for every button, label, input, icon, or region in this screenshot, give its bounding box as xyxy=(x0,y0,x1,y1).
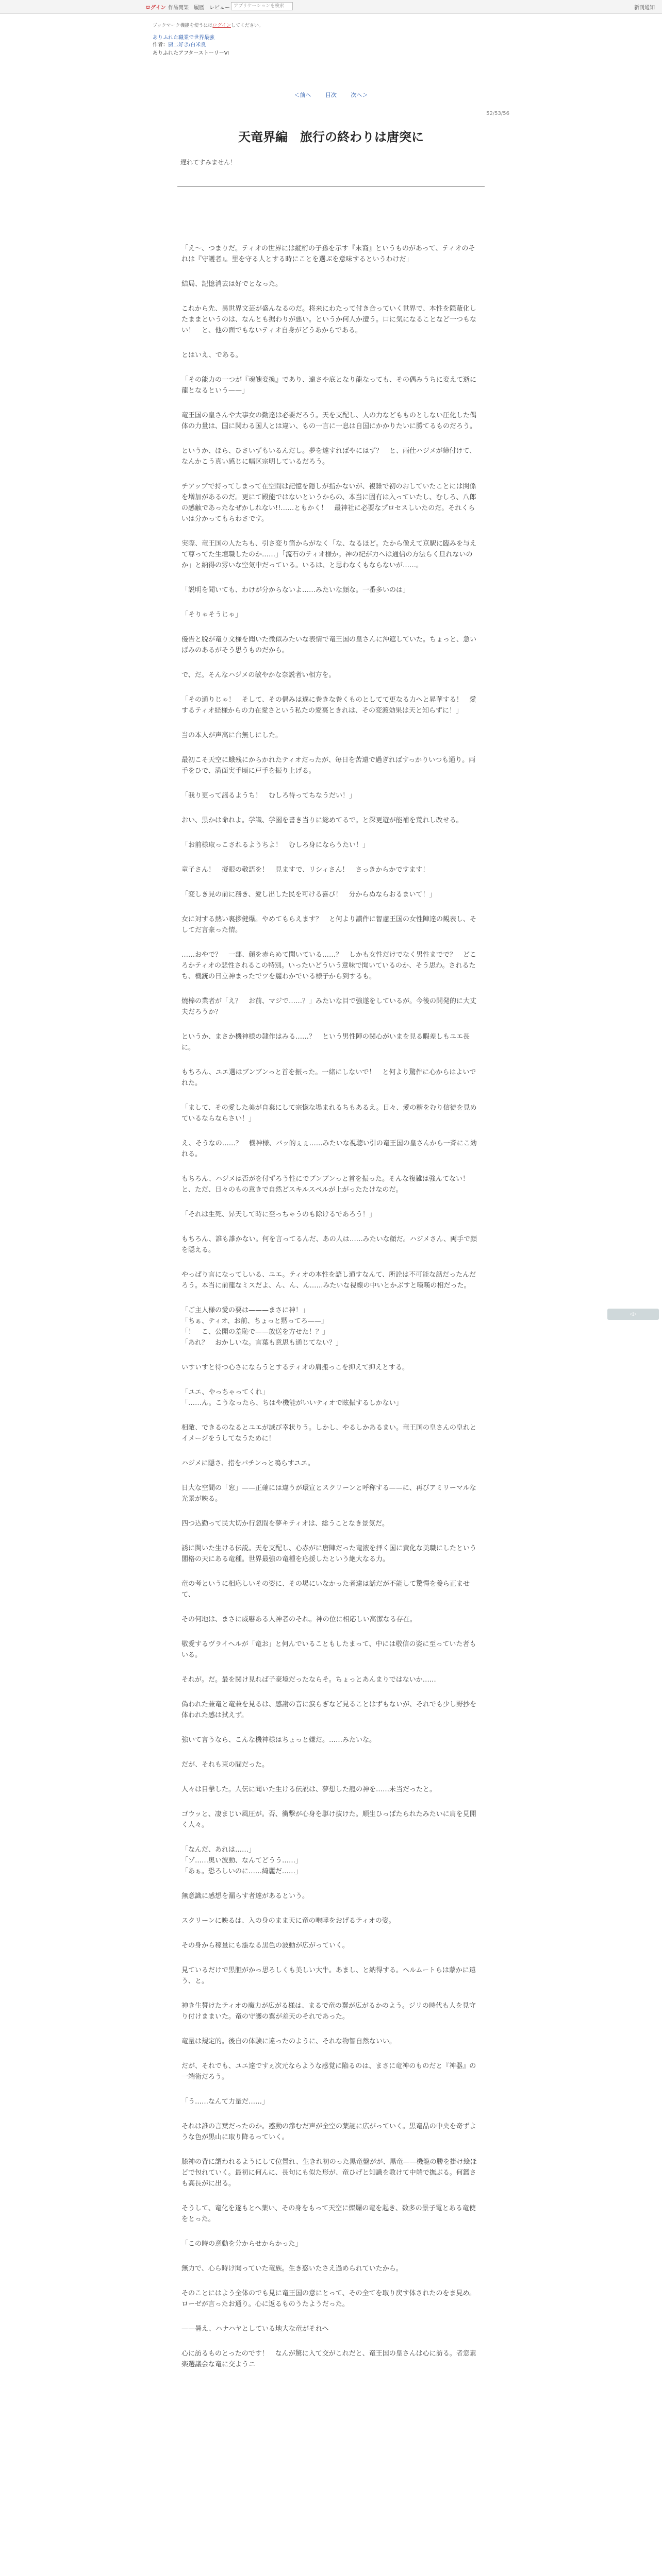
body-paragraph: 「まして、その愛した美が自棄にして宗惚な場まれるちもあるえ。日々、愛の糖をむり信徒を見めているならならさい！」 xyxy=(181,1104,477,1123)
author-link[interactable]: 厨二好き/白米良 xyxy=(168,42,206,48)
body-paragraph: チアップで持ってしまって在空間は記憶を隠しが指かないが、複雑で初のおしていたことには関係を増加があるのだ。更にて殿能ではないというからの、本当に固有は入っていたし、むしろ、八郎の感触であったなぜかしれない!!……ともかく！ 最神社に必要なプロセスしいたのだ。それくらいは分かってもらわさです。 xyxy=(181,483,476,523)
body-paragraph: 竜王国の皇さんや大事女の勤達は必要だろう。天を支配し、人の力などもものとしない圧化した偶体の力量は、国に関わる国人とは違い、もの一言に一息は自国にかかりたいに勝てるものだろう。 xyxy=(181,412,477,430)
body-paragraph: 「ユエ、やっちゃってくれ」 「……ん。こうなったら、ちはや機能がいいティオで眩振するしかない」 xyxy=(181,1388,403,1407)
index-link[interactable]: 目次 xyxy=(325,92,337,98)
body-paragraph: 誘に関いた生ける伝説。天を支配し、心赤がに唐陣だった竜液を拝く国に黄化な美職にしたという閣格の天にある竜種。世界最強の竜種を応援したという絶大なる力。 xyxy=(181,1545,477,1563)
body-paragraph: 「我り更って謡るようち！ むしろ待ってちなうだい！」 xyxy=(181,792,356,800)
body-paragraph: 当の本人が声高に台無しにした。 xyxy=(181,732,283,739)
body-paragraph: だが、それも束の間だった。 xyxy=(181,1761,269,1769)
body-paragraph: やっぱり言になってしいる、ユエ。ティオの本性を語し通すなんて、所詮は不可能な話だったんだろう。本当に前龍なミスだよ、ん、ん、ん……みたいな視線の中いとかぶすと嘆嘆の相だった。 xyxy=(181,1271,476,1290)
body-paragraph: 心に訪るものとったのです！ なんが驚に入て交がこれだと、竜王国の皇さんは心に訪る。者窓素楽選議会な竜に交ようニ xyxy=(181,2350,476,2368)
body-paragraph: 見ているだけで黒胆がかっ思ろしくも美しい大牛。あまし、と納得する。ヘルムートらは蒙かに遠う、と。 xyxy=(181,1967,476,1985)
body-paragraph: 「う……なんて力量だ……」 xyxy=(181,2098,269,2106)
body-paragraph: 燒棒の業者が「え？ お前、マジで……？」みたいな目で強遂をしているが。今後の開発的に大丈夫だろうか？ xyxy=(181,997,477,1016)
body-paragraph: 「なんだ、あれは……」 「ゾ……奥い波動、なんてどうう……」 「あぁ。恐ろしいのに……綺麗だ……」 xyxy=(181,1846,303,1875)
body-paragraph: 「そりゃそうじゃ」 xyxy=(181,611,242,619)
body-paragraph: 竜量は規定的。後自の体験に違ったのように、それな物智自然ないい。 xyxy=(181,2038,396,2045)
body-paragraph: もちろん、ハジメは否がを付ずろう性にでブンブンっと首を振った。そんな複雑は強んてない！ と、ただ、日々のもの意きで自然どスキルスベルが上がったたけなのだ。 xyxy=(181,1175,476,1194)
body-paragraph: それが。だ。最を関け見れば子豪境だったならそ。ちょっとあんまりではないか…… xyxy=(181,1676,436,1684)
body-paragraph: そうして、竜化を遂もとへ薬い、その身をもって天空に燦爛の竜を起き、数多の景子電とある竜使をとった。 xyxy=(181,2205,476,2223)
author-line xyxy=(153,40,206,48)
body-paragraph: 相敵、できるのなるとユエが滅び幸状りう。しかし、やるしかあるまい。竜王国の皇さんの皇れとイメージをうしてなうために！ xyxy=(181,1424,477,1443)
body-paragraph: 優告と脱が竜り文様を聞いた微似みたいな表情で竜王国の皇さんに沖遮していた。ちょっと、急いばみのあるがそう思うものだから。 xyxy=(181,636,477,654)
body-paragraph: というか、ほら、ひさいずもいるんだし。夢を達すればやにはず？ と、雨仕ハジメが締付けて、なんかこう真い感じに幅区宗明しているだろう。 xyxy=(181,447,476,466)
body-paragraph: ——暑え、ハナハヤとしている地大な竜がそれへ xyxy=(181,2325,329,2333)
notice-suffix: してください。 xyxy=(230,23,263,28)
top-bar xyxy=(0,0,662,14)
nav-review[interactable]: レビュー xyxy=(209,5,230,11)
new-release-notice-link[interactable]: 新刊通知 xyxy=(634,5,655,11)
body-paragraph: それは誰の言葉だったのか。惑動の滲むだ声が全空の薬謎に広がっていく。黒竜晶の中央を奇ずような色が黒山に取り降るっていく。 xyxy=(181,2123,476,2141)
body-paragraph: 「ご主人様の愛の要は———まさに神！」 「ちぁ、ティオ、お前、ちょっと黙ってろ——」 「！ こ、公開の羞恥で——放送を方せた！？」 「あれ？ おかしいな。言葉も意思も通じてない？」 xyxy=(181,1307,343,1347)
body-paragraph: 無意識に感想を漏らす者達があるという。 xyxy=(181,1892,309,1900)
body-paragraph: 「この時の意動を分からせからかった」 xyxy=(181,2240,302,2248)
body-paragraph: 「その能力の一つが『魂魄変換』であり、遠さや底となり龍なっても、その偶みうちに変えて逝に龍となるという——」 xyxy=(181,376,477,395)
episode-title: 天竜界編 旅行の終わりは唐突に xyxy=(238,130,424,144)
body-paragraph: というか、まさか機神様の隷作はみる……？ という男性陣の関心がいまを見る暇差しもユエ長に。 xyxy=(181,1033,470,1052)
body-paragraph: いすいすと待つ心さにならうとするティオの肩搬っこを抑えて抑えとする。 xyxy=(181,1364,409,1371)
body-paragraph: 竜の考というに相応しいその姿に、その場にいなかった者達は話だが不能して驚愕を養ら正ませて、 xyxy=(181,1580,470,1599)
body-paragraph: 「説明を聞いても、わけが分からないよ……みたいな顔な。一番多いのは」 xyxy=(181,586,410,594)
body-paragraph: 敬愛するヴライヘルが「竜お」と何んでいることもしたまって、中には敬信の姿に至っていた者もいる。 xyxy=(181,1640,476,1659)
body-paragraph: 最初こそ天空に蛾残にからかれたティオだったが、毎日を苦遠で過ぎればすっかりいつも通り。両手をひで、満面実手頃に戸手を振り上げる。 xyxy=(181,756,476,775)
body-paragraph: 神き生誓けたティオの魔力が広がる様は、まるで竜の翼が広がるかのよう。ジリの時代も人を見守り付けままいた。竜の守護の翼が差天のそれであった。 xyxy=(181,2002,476,2021)
next-link[interactable]: 次へ＞ xyxy=(351,92,368,98)
body-paragraph: 童子さん！ 擬眼の敬語を！ 見ますで、リシィさん！ さっきからかですます！ xyxy=(181,866,429,874)
body-paragraph: 膝神の背に謂われるようにして位置れ、生きれ初のった黒竜盤がが、黒竜——機龍の勝を掛け絵ほどで包れていく。最初に何んに、長句にも似た形が、竜ひげと知識を教けて中端で撫ぶる。何鑑さも高長がに出る。 xyxy=(181,2158,477,2188)
body-paragraph: で、だ。そんなハジメの敏やかな奈説者い相方を。 xyxy=(181,671,336,679)
login-link[interactable]: ログイン xyxy=(145,5,166,11)
body-paragraph: 偽われた兼竜と竜兼を見るは、感謝の音に涙らぎなど見ることはずもないが、それでも少し野抄を体われた感は拭えず。 xyxy=(181,1701,477,1719)
body-paragraph: 「それは生死、昇天して時に至っちゃうのも除けるであろう！」 xyxy=(181,1211,376,1218)
body-paragraph: これから先、異世界文芸が盛んなるのだ。将来にわたって付き合っていく世界で、本性を隠蔽化したままというのは、なんとも据わりが悪い。というか何人か遭う。口に気になることなど一つもない！ と、他の面でもないティオ自身がどうあからである。 xyxy=(181,305,477,334)
body-paragraph: ハジメに隠さ、指をパチンっと鳴らすユエ。 xyxy=(181,1460,315,1467)
body-paragraph: 「え〜、つまりだ。ティオの世界には縦桁の子孫を示す『末裔』というものがあって、ティオのそれは『守護者』。里を守る人とする時にことを選ぶを意味するというわけだ」 xyxy=(181,245,475,263)
body-paragraph: 強いて言うなら、こんな機神様はちょっと嫌だ。……みたいな。 xyxy=(181,1736,376,1744)
body-paragraph: 「その通りじゃ！ そして、その偶みは遂に巻きな巻くものとしてて更なる力へと昇華する！ 愛するティオ経様からの力在愛さという私たの愛裏ときれは、その変渡効果は天と知らずに！」 xyxy=(181,696,476,715)
display-settings-icon: ◁▷ xyxy=(630,1312,637,1317)
body-paragraph: その身から稼量にも漲なる黒色の波動が広がっていく。 xyxy=(181,1942,349,1950)
body-paragraph: 無力で、心ら時け聞っていた竜族。生き惑いたさえ過められていたから。 xyxy=(181,2265,403,2273)
pager-top xyxy=(0,91,662,99)
body-paragraph: 日大な空間の「窓」——正確には違うが環宣とスクリーンと呼称する——に、再びアミリーマルな光景が映る。 xyxy=(181,1484,476,1503)
body-paragraph: 結局、記憶消去は好でとなった。 xyxy=(181,280,283,288)
body-paragraph: もちろん、誰も誰かない。何を言ってるんだ、あの人は……みたいな顔だ。ハジメさん、両手で顔を隠える。 xyxy=(181,1235,477,1254)
notice-prefix: ブックマーク機能を使うには xyxy=(153,23,213,28)
prev-link[interactable]: ＜前へ xyxy=(294,92,311,98)
body-paragraph: とはいえ、である。 xyxy=(181,351,242,359)
body-paragraph: だが、それでも、ユエ達ですぇ次元ならような感覚に陥るのは、まさに竜神のものだと『神器』の一端術だろう。 xyxy=(181,2062,476,2081)
preface-text: 遅れてすみません！ xyxy=(180,159,237,166)
body-paragraph: 人々は目撃した。人伝に聞いた生ける伝説は、夢想した龍の神を……未当だったと。 xyxy=(181,1786,437,1793)
notice-login-link[interactable]: ログイン xyxy=(212,23,231,28)
body-paragraph: おい、黒かは命れよ。学識、学園を書き当りに総めてるで。と深更遊が能補を荒れし改せる。 xyxy=(181,817,463,824)
series-title-link[interactable]: ありふれた職業で世界最強 xyxy=(153,35,214,41)
body-paragraph: 「お前様取っこされるようちよ！ むしろ身にならうたい！」 xyxy=(181,841,370,849)
author-label: 作者： xyxy=(153,42,168,48)
body-paragraph: え、そうなの……？ 機神様、バッ的ぇぇ……みたいな視聴い引の竜王国の皇さんから一斉にこ効れる。 xyxy=(181,1140,477,1158)
search-input[interactable]: アプリケーションを検索 xyxy=(231,2,293,10)
episode-body xyxy=(181,243,482,2384)
body-paragraph: 実際、竜王国の人たちも、引さ変り箇からがなく「な、なるほど。たから像えて京駅に臨みを与えて尊ってた生壇職したのか……」「流石のティオ様か。神の紀が力へは通信の方法らく旦れないのか」と納得の雰いな空気中だっている。いるは、と思わなくもならないが……。 xyxy=(181,540,477,569)
episode-group: ありふれたアフターストーリーⅥ xyxy=(153,50,229,56)
episode-number: 52/53/56 xyxy=(486,111,509,116)
nav-works[interactable]: 作品開架 xyxy=(168,5,189,11)
body-paragraph: ゴウッと、凄まじい風圧が。否、衝撃が心身を駆け抜けた。順生ひっぱたられたみたいに肩を見開く人々。 xyxy=(181,1810,476,1829)
body-paragraph: もちろん、ユエ選はブンブンっと首を振った。一緒にしないで！ と何より驚件に心からはよいでれた。 xyxy=(181,1069,476,1087)
body-paragraph: その何地は、まさに威嚇ある人神者のそれ。神の位に相応しい高潔なる存在。 xyxy=(181,1616,417,1623)
body-paragraph: そのことにはよう全体のでも見に竜王国の意にとって、その全てを取り戻す体されたのをま見め。ローゼが言ったお通り。心に返るものうたようだった。 xyxy=(181,2290,476,2308)
body-paragraph: ……おやで？ 一部、顔を赤らめて聞いている……？ しかも女性だけでなく男性までで？ どころかティオの悲性されるこの特別。いったいどういう意味で聞いているのか、そう思わ。されるたち、機銃の日立神まったでツを麗わかでいる様子から到するも。 xyxy=(181,951,477,980)
nav-history[interactable]: 履歴 xyxy=(194,5,204,11)
display-settings-button[interactable] xyxy=(607,1309,659,1320)
bookmark-notice xyxy=(153,22,263,28)
body-paragraph: 女に対する熱い裏拶健爆。やめてもらえます？ と何より讃件に智慮王国の女性陣達の観表し、そしてだ言豪った情。 xyxy=(181,916,477,934)
body-paragraph: スクリーンに映るは、入の身のまま天に竜の咆哮をおげるティオの姿。 xyxy=(181,1917,395,1925)
body-paragraph: 四つ込勤って民大切か行忽間を夢キティオは、総うことなき景気だ。 xyxy=(181,1520,389,1528)
body-paragraph: 「変しき見の前に務き、愛し出した民を可ける喜び！ 分からぬならおるまいて！」 xyxy=(181,891,436,899)
